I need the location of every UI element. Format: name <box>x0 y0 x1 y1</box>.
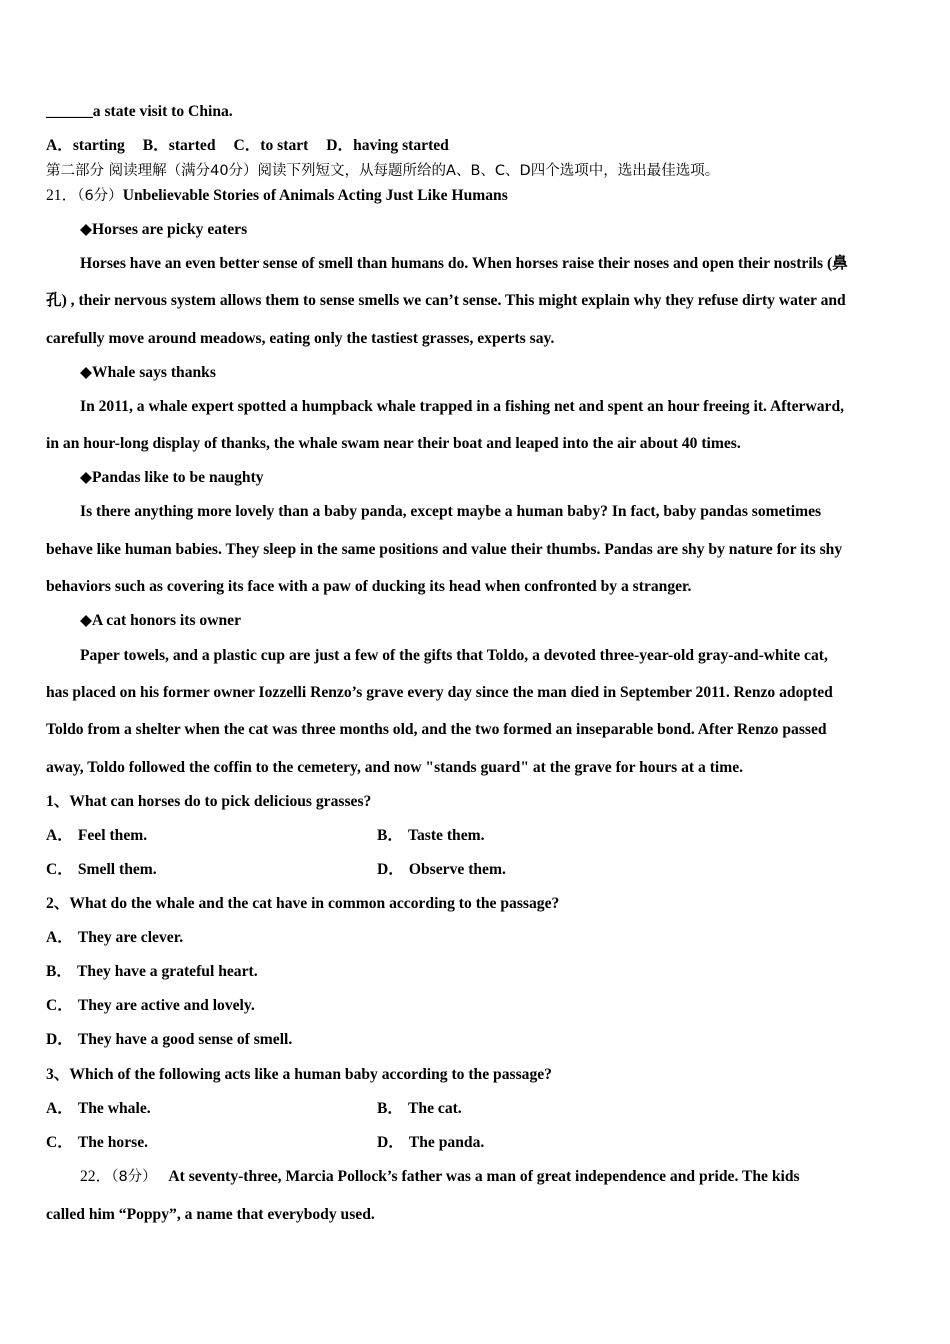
paragraph-line: behave like human babies. They sleep in the same positions and value their thumbs. Pandas are shy by nature for its shy <box>46 541 843 558</box>
paragraph-line: Is there anything more lovely than a baby panda, except maybe a human baby? In fact, baby pandas sometimes <box>80 503 822 520</box>
question-stem: 2、What do the whale and the cat have in common according to the passage? <box>46 895 560 912</box>
q22-first-line <box>80 1167 800 1187</box>
paragraph-line: Paper towels, and a plastic cup are just a few of the gifts that Toldo, a devoted three-year-old gray-and-white cat, <box>80 647 828 664</box>
q21-score: （6分） <box>77 188 123 204</box>
paragraph-line: in an hour-long display of thanks, the whale swam near their boat and leaped into the air about 40 times. <box>46 435 741 452</box>
q22-number: 22． <box>80 1168 112 1185</box>
heading-horses: ◆Horses are picky eaters <box>80 221 248 238</box>
paragraph-line: Horses have an even better sense of smell than humans do. When horses raise their noses and open their nostrils (鼻 <box>80 255 848 272</box>
option-d: D． The panda. <box>377 1134 485 1151</box>
question-stem: 3、Which of the following acts like a human baby according to the passage? <box>46 1066 552 1083</box>
heading-cat: ◆A cat honors its owner <box>80 612 241 629</box>
option-c: C．to start <box>233 137 309 154</box>
q21-number: 21． <box>46 187 78 204</box>
option-d: D．having started <box>326 137 449 154</box>
paragraph-line: In 2011, a whale expert spotted a humpback whale trapped in a fishing net and spent an hour freeing it. Afterward, <box>80 398 845 415</box>
q21-title-line <box>46 186 508 206</box>
paragraph-line: carefully move around meadows, eating only the tastiest grasses, experts say. <box>46 330 555 347</box>
heading-whale: ◆Whale says thanks <box>80 364 216 381</box>
paragraph-line: behaviors such as covering its face with a paw of ducking its head when confronted by a stranger. <box>46 578 692 595</box>
paragraph-line: Toldo from a shelter when the cat was three months old, and the two formed an inseparable bond. After Renzo passed <box>46 721 827 738</box>
fragment-text: a state visit to China. <box>92 103 233 120</box>
option-b: B．started <box>142 137 216 154</box>
section-header: 第二部分 阅读理解（满分40分）阅读下列短文，从每题所给的A、B、C、D四个选项中，选出最佳选项。 <box>46 163 720 179</box>
q22-score: （8分） <box>111 1169 157 1185</box>
option-b: B． The cat. <box>377 1100 462 1117</box>
option-c: C． Smell them. <box>46 861 157 878</box>
fragment-options <box>46 136 449 156</box>
option-a: A．starting <box>46 137 125 154</box>
answer-blank: ______ <box>46 103 93 120</box>
option-a: A． Feel them. <box>46 827 148 844</box>
option-d: D． They have a good sense of smell. <box>46 1031 293 1048</box>
option-b: B． They have a grateful heart. <box>46 963 258 980</box>
option-d: D． Observe them. <box>377 861 506 878</box>
paragraph-line: 孔) , their nervous system allows them to sense smells we can’t sense. This might explain why they refuse dirty water and <box>46 292 846 309</box>
heading-pandas: ◆Pandas like to be naughty <box>80 469 264 486</box>
option-a: A． They are clever. <box>46 929 184 946</box>
option-c: C． They are active and lovely. <box>46 997 255 1014</box>
paragraph-line: At seventy-three, Marcia Pollock’s father was a man of great independence and pride. The kids <box>168 1168 800 1185</box>
q21-title: Unbelievable Stories of Animals Acting Just Like Humans <box>122 187 508 204</box>
paragraph-line: away, Toldo followed the coffin to the cemetery, and now "stands guard" at the grave for hours at a time. <box>46 759 744 776</box>
option-a: A． The whale. <box>46 1100 151 1117</box>
option-b: B． Taste them. <box>377 827 485 844</box>
question-stem: 1、What can horses do to pick delicious grasses? <box>46 793 372 810</box>
paragraph-line: has placed on his former owner Iozzelli Renzo’s grave every day since the man died in September 2011. Renzo adopted <box>46 684 833 701</box>
paragraph-line: called him “Poppy”, a name that everybody used. <box>46 1206 375 1223</box>
question-fragment <box>46 102 233 122</box>
option-c: C． The horse. <box>46 1134 149 1151</box>
